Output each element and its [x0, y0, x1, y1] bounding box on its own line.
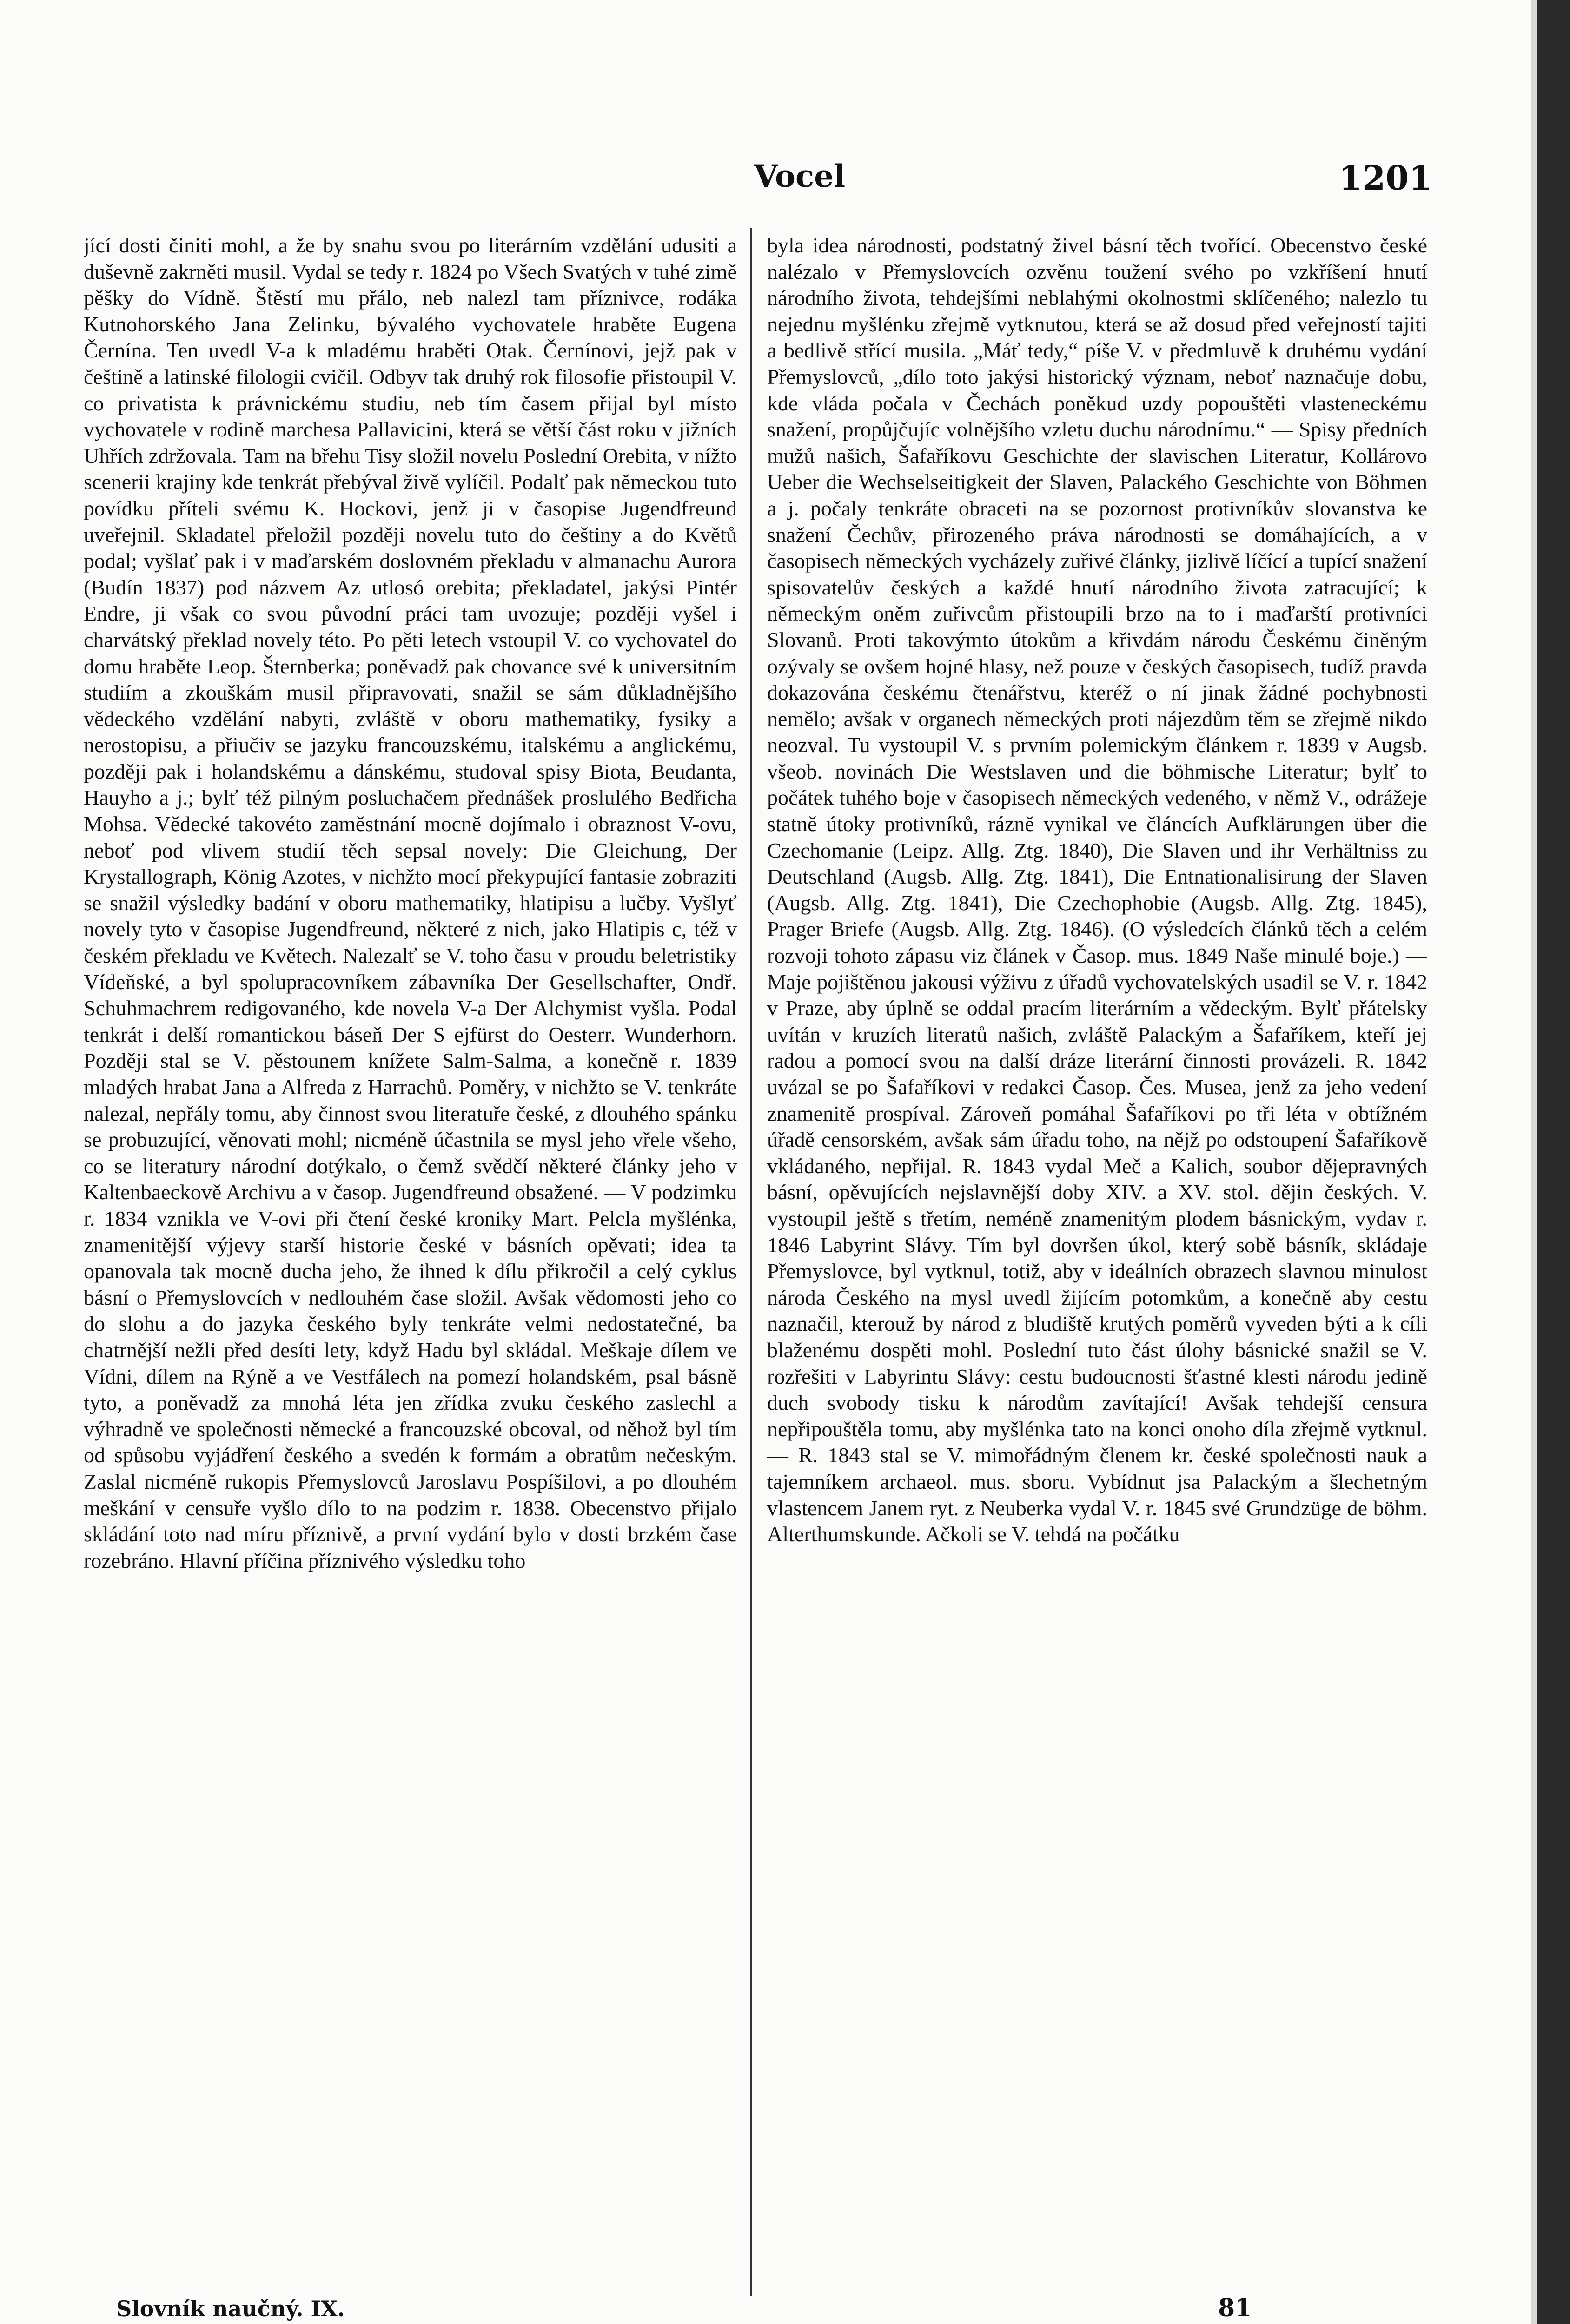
- column-divider: [750, 228, 752, 2296]
- page-header-title: Vocel: [754, 158, 846, 194]
- page-number: 1201: [1339, 158, 1432, 198]
- page-edge-shadow: [1531, 0, 1537, 2324]
- text-column-right: byla idea národnosti, podstatný živel básní těch tvořící. Obecenstvo české nalézalo v Přemyslovcích ozvěnu toužení svého po vzkříšení hnutí národního života, tehdejšími neblahými okolnostmi sklíčeného; nalezlo tu nejednu myšlénku zřejmě vytknutou, která se až dosud před veřejností tajiti a bedlivě střící musila. „Máť tedy,“ píše V. v předmluvě k druhému vydání Přemyslovců, „dílo toto jakýsi historický význam, neboť naznačuje dobu, kde vláda počala v Čechách poněkud uzdy popouštěti vlasteneckému snažení, propůjčujíc volnějšího vzletu duchu národnímu.“ — Spisy předních mužů našich, Šafaříkovu Geschichte der slavischen Literatur, Kollárovo Ueber die Wechselseitigkeit der Slaven, Palackého Geschichte von Böhmen a j. počaly tenkráte obraceti na se pozornost protivníkův slovanstva ke snažení Čechův, přirozeného práva národnosti se domáhajících, a v časopisech německých vycházely zuřivé články, jizlivě líčící a tupící snažení spisovatelův českých a každé hnutí národního života zatracující; k německým oněm zuřivcům přistoupili brzo na to i maďarští protivníci Slovanů. Proti takovýmto útokům a křivdám národu Českému činěným ozývaly se ovšem hojné hlasy, než pouze v českých časopisech, tudíž pravda dokazována českému čtenářstvu, kteréž o ní jinak žádné pochybnosti nemělo; avšak v organech německých proti nájezdům těm se zřejmě nikdo neozval. Tu vystoupil V. s prvním polemickým článkem r. 1839 v Augsb. všeob. novinách Die Westslaven und die böhmische Literatur; bylť to počátek tuhého boje v časopisech německých vedeného, v němž V., odrážeje statně útoky protivníků, rázně vynikal ve článcích Aufklärungen über die Czechomanie (Leipz. Allg. Ztg. 1840), Die Slaven und ihr Verhältniss zu Deutschland (Augsb. Allg. Ztg. 1841), Die Entnationalisirung der Slaven (Augsb. Allg. Ztg. 1841), Die Czechophobie (Augsb. Allg. Ztg. 1845), Prager Briefe (Augsb. Allg. Ztg. 1846). (O výsledcích článků těch a celém rozvoji tohoto zápasu viz článek v Časop. mus. 1849 Naše minulé boje.) — Maje pojištěnou jakousi výživu z úřadů vychovatelských usadil se V. r. 1842 v Praze, aby úplně se oddal pracím literárním a vědeckým. Bylť přátelsky uvítán v kruzích literatů našich, zvláště Palackým a Šafaříkem, kteří jej radou a pomocí svou na další dráze literární činnosti provázeli. R. 1842 uvázal se po Šafaříkovi v redakci Časop. Čes. Musea, jenž za jeho vedení znamenitě prospíval. Zároveň pomáhal Šafaříkovi po tři léta v obtížném úřadě censorském, avšak sám úřadu toho, na nějž po odstoupení Šafaříkově vkládaného, nepřijal. R. 1843 vydal Meč a Kalich, soubor dějepravných básní, opěvujících nejslavnější doby XIV. a XV. stol. dějin českých. V. vystoupil ještě s třetím, neméně znamenitým plodem básnickým, vydav r. 1846 Labyrint Slávy. Tím byl dovršen úkol, který sobě básník, skládaje Přemyslovce, byl vytknul, totiž, aby v ideálních obrazech slavnou minulost národa Českého na mysl uvedl žijícím potomkům, a konečně aby cestu naznačil, kterouž by národ z bludiště krutých poměrů vyveden býti a k cíli blaženému dospěti mohl. Poslední tuto část úlohy básnické snažil se V. rozřešiti v Labyrintu Slávy: cestu budoucnosti šťastné klesti národu jedině duch svobody tisku k národům zavítající! Avšak tehdejší censura nepřipouštěla tomu, aby myšlénka tato na konci onoho díla zřejmě vytknul. — R. 1843 stal se V. mimořádným členem kr. české společnosti nauk a tajemníkem archaeol. mus. sboru. Vybídnut jsa Palackým a šlechetným vlastencem Janem ryt. z Neuberka vydal V. r. 1845 své Grundzüge de böhm. Alterthumskunde. Ačkoli se V. tehdá na počátku: [767, 233, 1427, 1546]
- footer-sheet-number: 81: [1218, 2294, 1252, 2322]
- book-edge: [1537, 0, 1570, 2324]
- text-column-left: jící dosti činiti mohl, a že by snahu svou po literárním vzdělání udusiti a duševně zakrněti musil. Vydal se tedy r. 1824 po Všech Svatých v tuhé zimě pěšky do Vídně. Štěstí mu přálo, neb nalezl tam příznivce, rodáka Kutnohorského Jana Zelinku, bývalého vychovatele hraběte Eugena Černína. Ten uvedl V-a k mladému hraběti Otak. Černínovi, jejž pak v češtině a latinské filologii cvičil. Odbyv tak druhý rok filosofie přistoupil V. co privatista k právnickému studiu, neb tím časem přijal byl místo vychovatele v rodině marchesa Pallavicini, která se větší část roku v jižních Uhřích zdržovala. Tam na břehu Tisy složil novelu Poslední Orebita, v nížto scenerii krajiny kde tenkrát přebýval živě vylíčil. Podalť pak německou tuto povídku příteli svému K. Hockovi, jenž ji v časopise Jugendfreund uveřejnil. Skladatel přeložil později novelu tuto do češtiny a do Květů podal; vyšlať pak i v maďarském doslovném překladu v almanachu Aurora (Budín 1837) pod názvem Az utlosó orebita; překladatel, jakýsi Pintér Endre, ji však co svou původní práci tam uvozuje; později vyšel i charvátský překlad novely této. Po pěti letech vstoupil V. co vychovatel do domu hraběte Leop. Šternberka; poněvadž pak chovance své k universitním studiím a zkouškám musil připravovati, snažil se sám důkladnějšího vědeckého vzdělání nabyti, zvláště v oboru mathematiky, fysiky a nerostopisu, a přiučiv se jazyku francouzskému, italskému a anglickému, později pak i holandskému a dánskému, studoval spisy Biota, Beudanta, Hauyho a j.; bylť též pilným posluchačem přednášek proslulého Bedřicha Mohsa. Vědecké takovéto zaměstnání mocně dojímalo i obraznost V-ovu, neboť pod vlivem studií těch sepsal novely: Die Gleichung, Der Krystallograph, König Azotes, v nichžto mocí překypující fantasie zobraziti se snažil výsledky badání v oboru mathematiky, hlatipisu a lučby. Vyšlyť novely tyto v časopise Jugendfreund, některé z nich, jako Hlatipis c, též v českém překladu ve Květech. Nalezalť se V. toho času v proudu beletristiky Vídeňské, a byl spolupracovníkem zábavníka Der Gesellschafter, Ondř. Schuhmachrem redigovaného, kde novela V-a Der Alchymist vyšla. Podal tenkrát i delší romantickou báseň Der S ejfürst do Oesterr. Wunderhorn. Později stal se V. pěstounem knížete Salm-Salma, a konečně r. 1839 mladých hrabat Jana a Alfreda z Harrachů. Poměry, v nichžto se V. tenkráte nalezal, nepřály tomu, aby činnost svou literatuře české, z dlouhého spánku se probuzující, věnovati mohl; nicméně účastnila se mysl jeho vřele všeho, co se literatury národní dotýkalo, o čemž svědčí některé články jeho v Kaltenbaeckově Archivu a v časop. Jugendfreund obsažené. — V podzimku r. 1834 vznikla ve V-ovi při čtení české kroniky Mart. Pelcla myšlénka, znamenitější výjevy starší historie české v básních opěvati; idea ta opanovala tak mocně ducha jeho, že ihned k dílu přikročil a celý cyklus básní o Přemyslovcích v nedlouhém čase složil. Avšak vědomosti jeho co do slohu a do jazyka českého byly tenkráte velmi nedostatečné, ba chatrnější nežli před desíti lety, když Hadu byl skládal. Meškaje dílem ve Vídni, dílem na Rýně a ve Vestfálech na pomezí holandském, psal básně tyto, a poněvadž za mnohá léta jen zřídka zvuku českého zaslechl a výhradně ve společnosti německé a francouzské obcoval, od něhož byl tím od spůsobu vyjádření českého a svedén k formám a obratům nečeským. Zaslal nicméně rukopis Přemyslovců Jaroslavu Pospíšilovi, a po dlouhém meškání v censuře vyšlo dílo to na podzim r. 1838. Obecenstvo přijalo skládání toto nad míru příznivě, a první vydání bylo v dosti brzkém čase rozebráno. Hlavní příčina příznivého výsledku toho: [84, 233, 737, 1572]
- footer-publication: Slovník naučný. IX.: [116, 2296, 345, 2321]
